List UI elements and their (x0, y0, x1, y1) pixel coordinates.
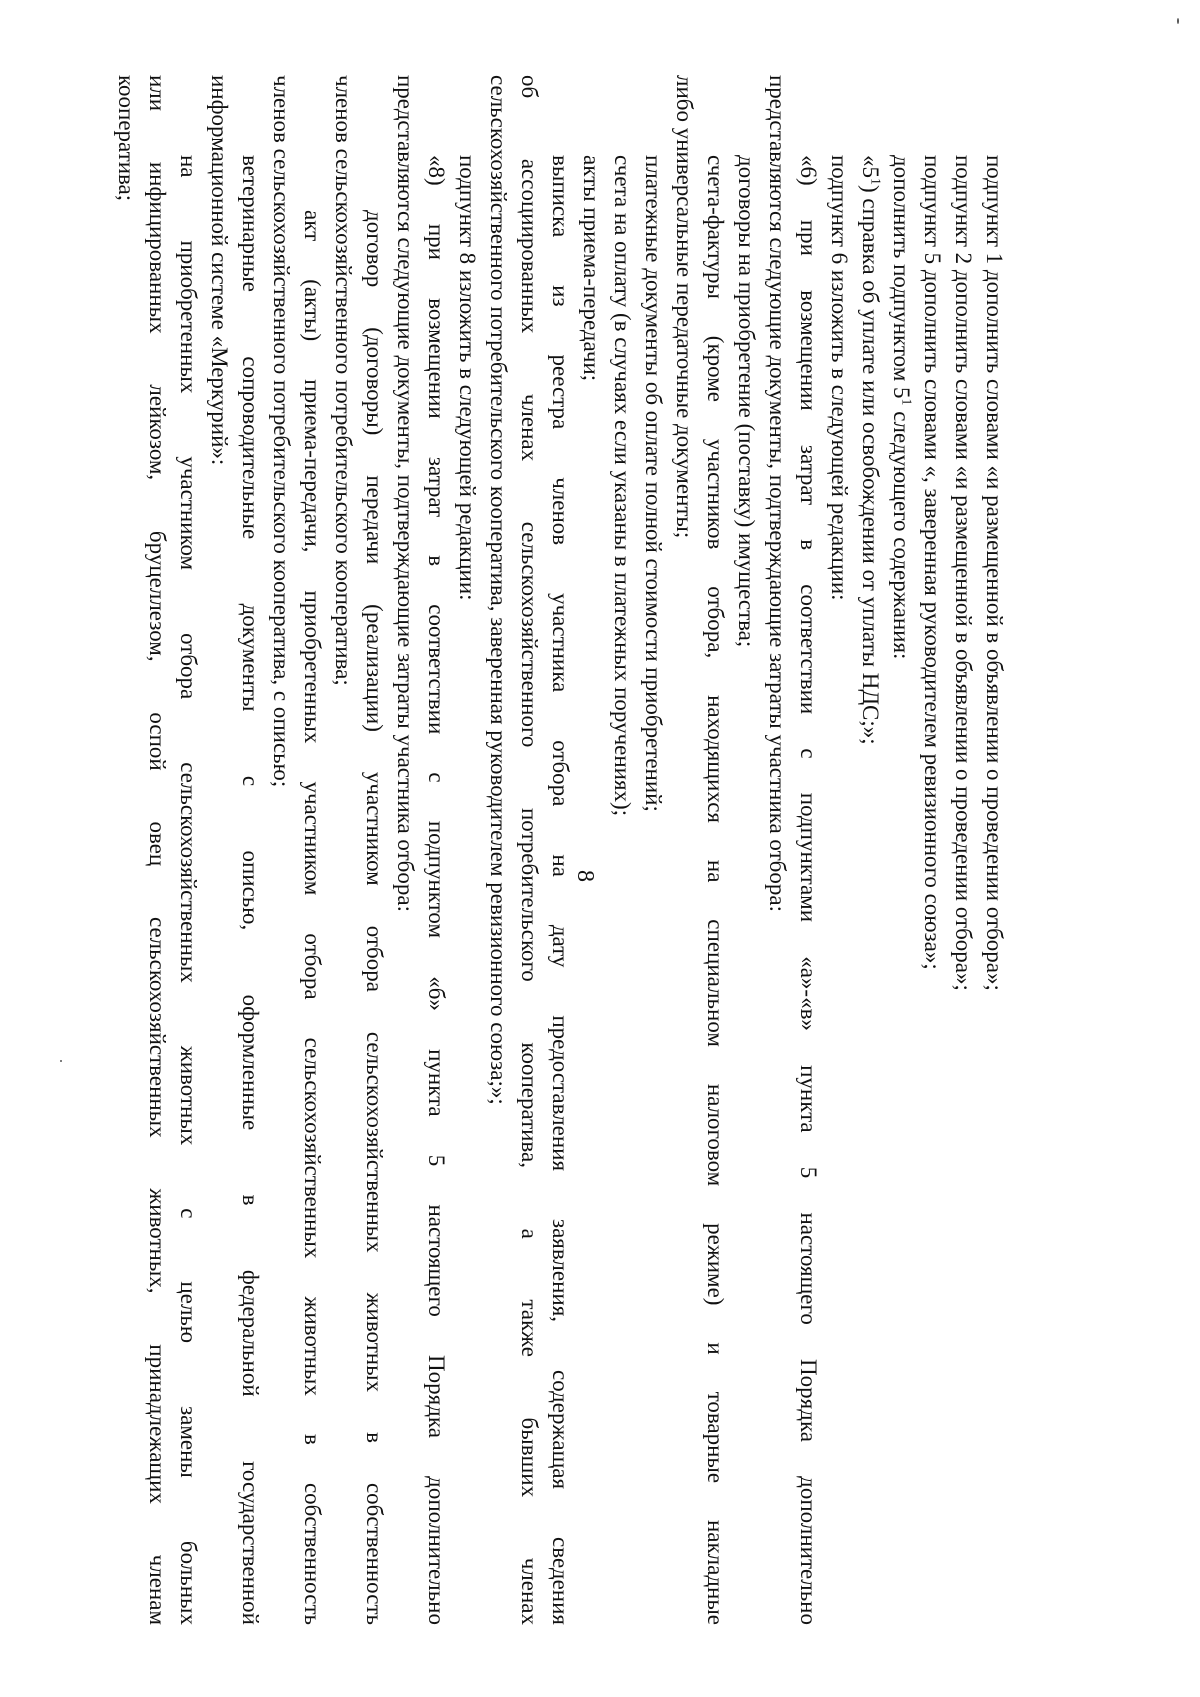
text-line: «8) при возмещении затрат в соответствии с подпунктом «б» пункта 5 настоящего Порядка дополнительно (424, 155, 449, 1625)
text-line: представляются следующие документы, подтверждающие затраты участника отбора: (393, 75, 418, 912)
text-line: членов сельскохозяйственного потребительского кооператива; (331, 75, 356, 686)
text-line: представляются следующие документы, подтверждающие затраты участника отбора: (765, 75, 790, 912)
text-line: либо универсальные передаточные документы; (672, 75, 697, 539)
text-line: подпункт 6 изложить в следующей редакции: (827, 155, 852, 601)
scan-speck (60, 1060, 62, 1062)
text-line: платежные документы об оплате полной стоимости приобретений; (641, 155, 666, 812)
text-line: подпункт 5 дополнить словами «, заверенная руководителем ревизионного союза»; (920, 155, 945, 970)
text-line: об ассоциированных членах сельскохозяйственного потребительского кооператива, а также бывших членах (517, 75, 542, 1625)
scan-speck (1177, 18, 1179, 24)
text-line: выписка из реестра членов участника отбора на дату предоставления заявления, содержащая сведения (548, 155, 573, 1625)
text-line: сельскохозяйственного потребительского кооператива, заверенная руководителем ревизионного союза;»; (486, 75, 511, 1105)
text-line: «6) при возмещении затрат в соответствии с подпунктами «а»-«в» пункта 5 настоящего Порядка дополнительно (796, 155, 821, 1625)
text-line: акты приема-передачи; (579, 155, 604, 382)
text-line: счета-фактуры (кроме участников отбора, находящихся на специальном налоговом режиме) и товарные накладные (703, 155, 728, 1625)
text-line: кооператива; (114, 75, 139, 202)
page-number: 8 (572, 870, 598, 882)
text-line: подпункт 1 дополнить словами «и размещенной в объявлении о проведении отбора»; (982, 155, 1007, 991)
text-line: договор (договоры) передачи (реализации) участником отбора сельскохозяйственных животных в собственность (362, 210, 387, 1625)
text-line: дополнить подпунктом $5^1$ следующего содержания: (889, 155, 914, 660)
text-line: ветеринарные сопроводительные документы с описью, оформленные в федеральной государственной (238, 155, 263, 1625)
text-line: счета на оплату (в случаях если указаны в платежных поручениях); (610, 155, 635, 817)
text-line: «$5^1$) справка об уплате или освобождении от уплаты НДС;»; (858, 155, 883, 745)
text-line: договоры на приобретение (поставку) имущества; (734, 155, 759, 648)
document-body (111, 75, 1010, 1625)
text-line: информационной системе «Меркурий»: (207, 75, 232, 466)
text-line: подпункт 2 дополнить словами «и размещенной в объявлении о проведении отбора»; (951, 155, 976, 991)
text-line: на приобретенных участником отбора сельскохозяйственных животных с целью замены больных (176, 155, 201, 1625)
text-line: или инфицированных лейкозом, бруцеллезом, оспой овец сельскохозяйственных животных, принадлежащих членам (145, 75, 170, 1625)
text-line: членов сельскохозяйственного потребительского кооператива, с описью; (269, 75, 294, 788)
text-line: акт (акты) приема-передачи, приобретенных участником отбора сельскохозяйственных животных в собственность (300, 210, 325, 1625)
text-line: подпункт 8 изложить в следующей редакции: (455, 155, 480, 601)
